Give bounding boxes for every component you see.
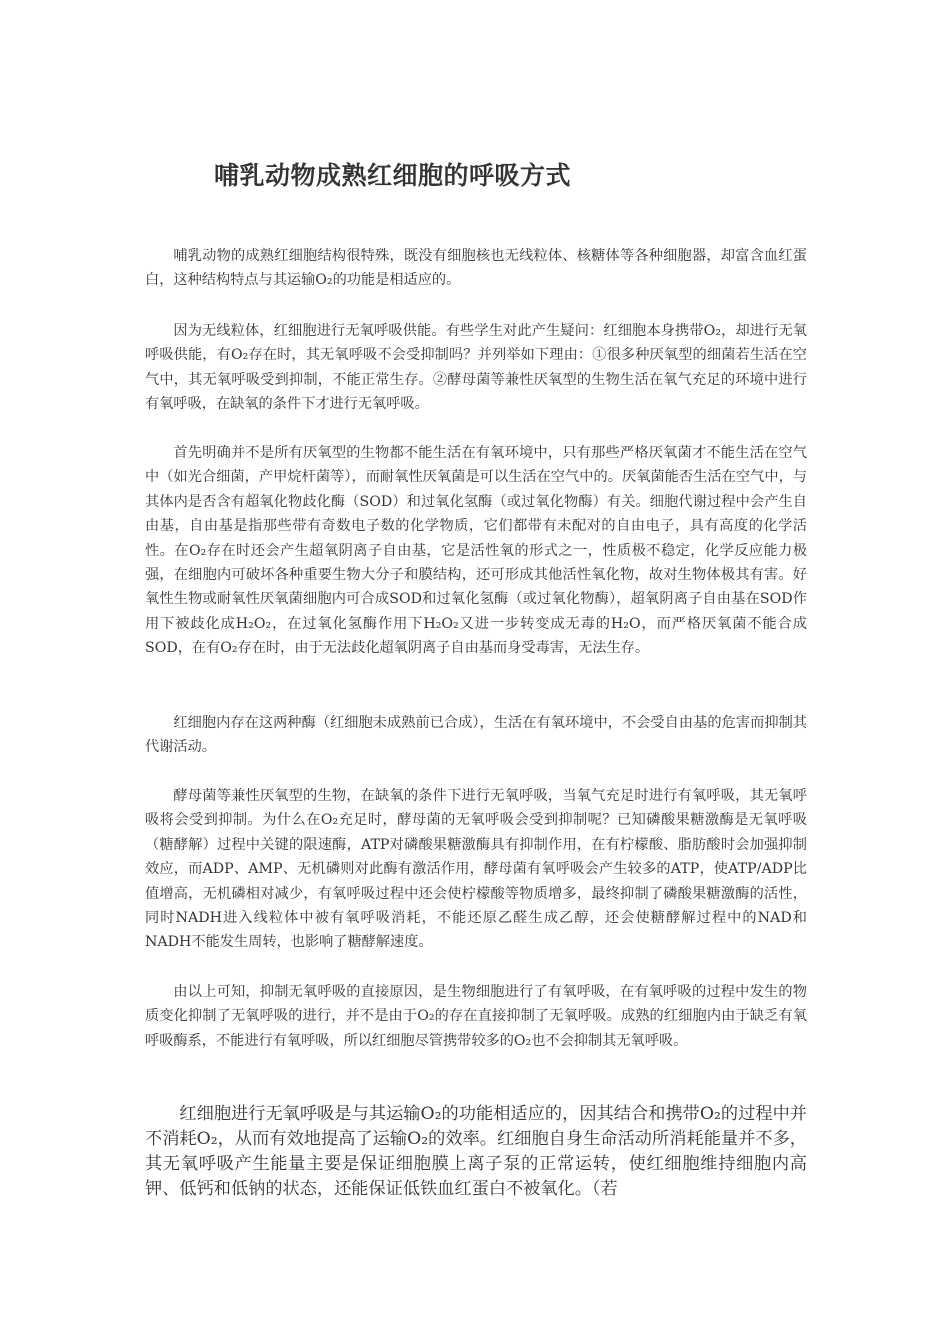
paragraph-red-cell-enzymes: 红细胞内存在这两种酶（红细胞未成熟前已合成），生活在有氧环境中，不会受自由基的危害而抑制其代谢活动。 (145, 715, 807, 756)
page-title: 哺乳动物成熟红细胞的呼吸方式 (214, 161, 572, 190)
paragraph-anaerobe-explanation: 首先明确并不是所有厌氧型的生物都不能生活在有氧环境中，只有那些严格厌氧菌才不能生活在空气中（如光合细菌，产甲烷杆菌等），而耐氧性厌氧菌是可以生活在空气中的。厌氧菌能否生活在空气中，与其体内是否含有超氧化物歧化酶（SOD）和过氧化氢酶（或过氧化物酶）有关。细胞代谢过程中会产生自由基，自由基是指那些带有奇数电子数的化学物质，它们都带有未配对的自由电子，具有高度的化学活性。在O₂存在时还会产生超氧阴离子自由基，它是活性氧的形式之一，性质极不稳定，化学反应能力极强，在细胞内可破坏各种重要生物大分子和膜结构，还可形成其他活性氧化物，故对生物体极其有害。好氧性生物或耐氧性厌氧菌细胞内可合成SOD和过氧化氢酶（或过氧化物酶），超氧阴离子自由基在SOD作用下被歧化成H₂O₂，在过氧化氢酶作用下H₂O₂又进一步转变成无毒的H₂O，而严格厌氧菌不能合成SOD，在有O₂存在时，由于无法歧化超氧阴离子自由基而身受毒害，无法生存。 (145, 445, 807, 657)
paragraph-intro: 哺乳动物的成熟红细胞结构很特殊，既没有细胞核也无线粒体、核糖体等各种细胞器，却富含血红蛋白，这种结构特点与其运输O₂的功能是相适应的。 (145, 248, 807, 289)
paragraph-conclusion: 由以上可知，抑制无氧呼吸的直接原因，是生物细胞进行了有氧呼吸，在有氧呼吸的过程中发生的物质变化抑制了无氧呼吸的进行，并不是由于O₂的存在直接抑制了无氧呼吸。成熟的红细胞内由于缺乏有氧呼吸酶系，不能进行有氧呼吸，所以红细胞尽管携带较多的O₂也不会抑制其无氧呼吸。 (145, 984, 807, 1049)
paragraph-adaptation: 红细胞进行无氧呼吸是与其运输O₂的功能相适应的，因其结合和携带O₂的过程中并不消耗O₂，从而有效地提高了运输O₂的效率。红细胞自身生命活动所消耗能量并不多，其无氧呼吸产生能量主要是保证细胞膜上离子泵的正常运转，使红细胞维持细胞内高钾、低钙和低钠的状态，还能保证低铁血红蛋白不被氧化。（若 (145, 1104, 807, 1199)
paragraph-yeast: 酵母菌等兼性厌氧型的生物，在缺氧的条件下进行无氧呼吸，当氧气充足时进行有氧呼吸，其无氧呼吸将会受到抑制。为什么在O₂充足时，酵母菌的无氧呼吸会受到抑制呢？已知磷酸果糖激酶是无氧呼吸（糖酵解）过程中关键的限速酶，ATP对磷酸果糖激酶具有抑制作用，在有柠檬酸、脂肪酸时会加强抑制效应，而ADP、AMP、无机磷则对此酶有激活作用，酵母菌有氧呼吸会产生较多的ATP，使ATP/ADP比值增高，无机磷相对减少，有氧呼吸过程中还会使柠檬酸等物质增多，最终抑制了磷酸果糖激酶的活性，同时NADH进入线粒体中被有氧呼吸消耗，不能还原乙醛生成乙醇，还会使糖酵解过程中的NAD和NADH不能发生周转，也影响了糖酵解速度。 (145, 788, 807, 951)
paragraph-question: 因为无线粒体，红细胞进行无氧呼吸供能。有些学生对此产生疑问：红细胞本身携带O₂，却进行无氧呼吸供能，有O₂存在时，其无氧呼吸不会受抑制吗？并列举如下理由：①很多种厌氧型的细菌若生活在空气中，其无氧呼吸受到抑制，不能正常生存。②酵母菌等兼性厌氧型的生物生活在氧气充足的环境中进行有氧呼吸，在缺氧的条件下才进行无氧呼吸。 (145, 323, 807, 413)
